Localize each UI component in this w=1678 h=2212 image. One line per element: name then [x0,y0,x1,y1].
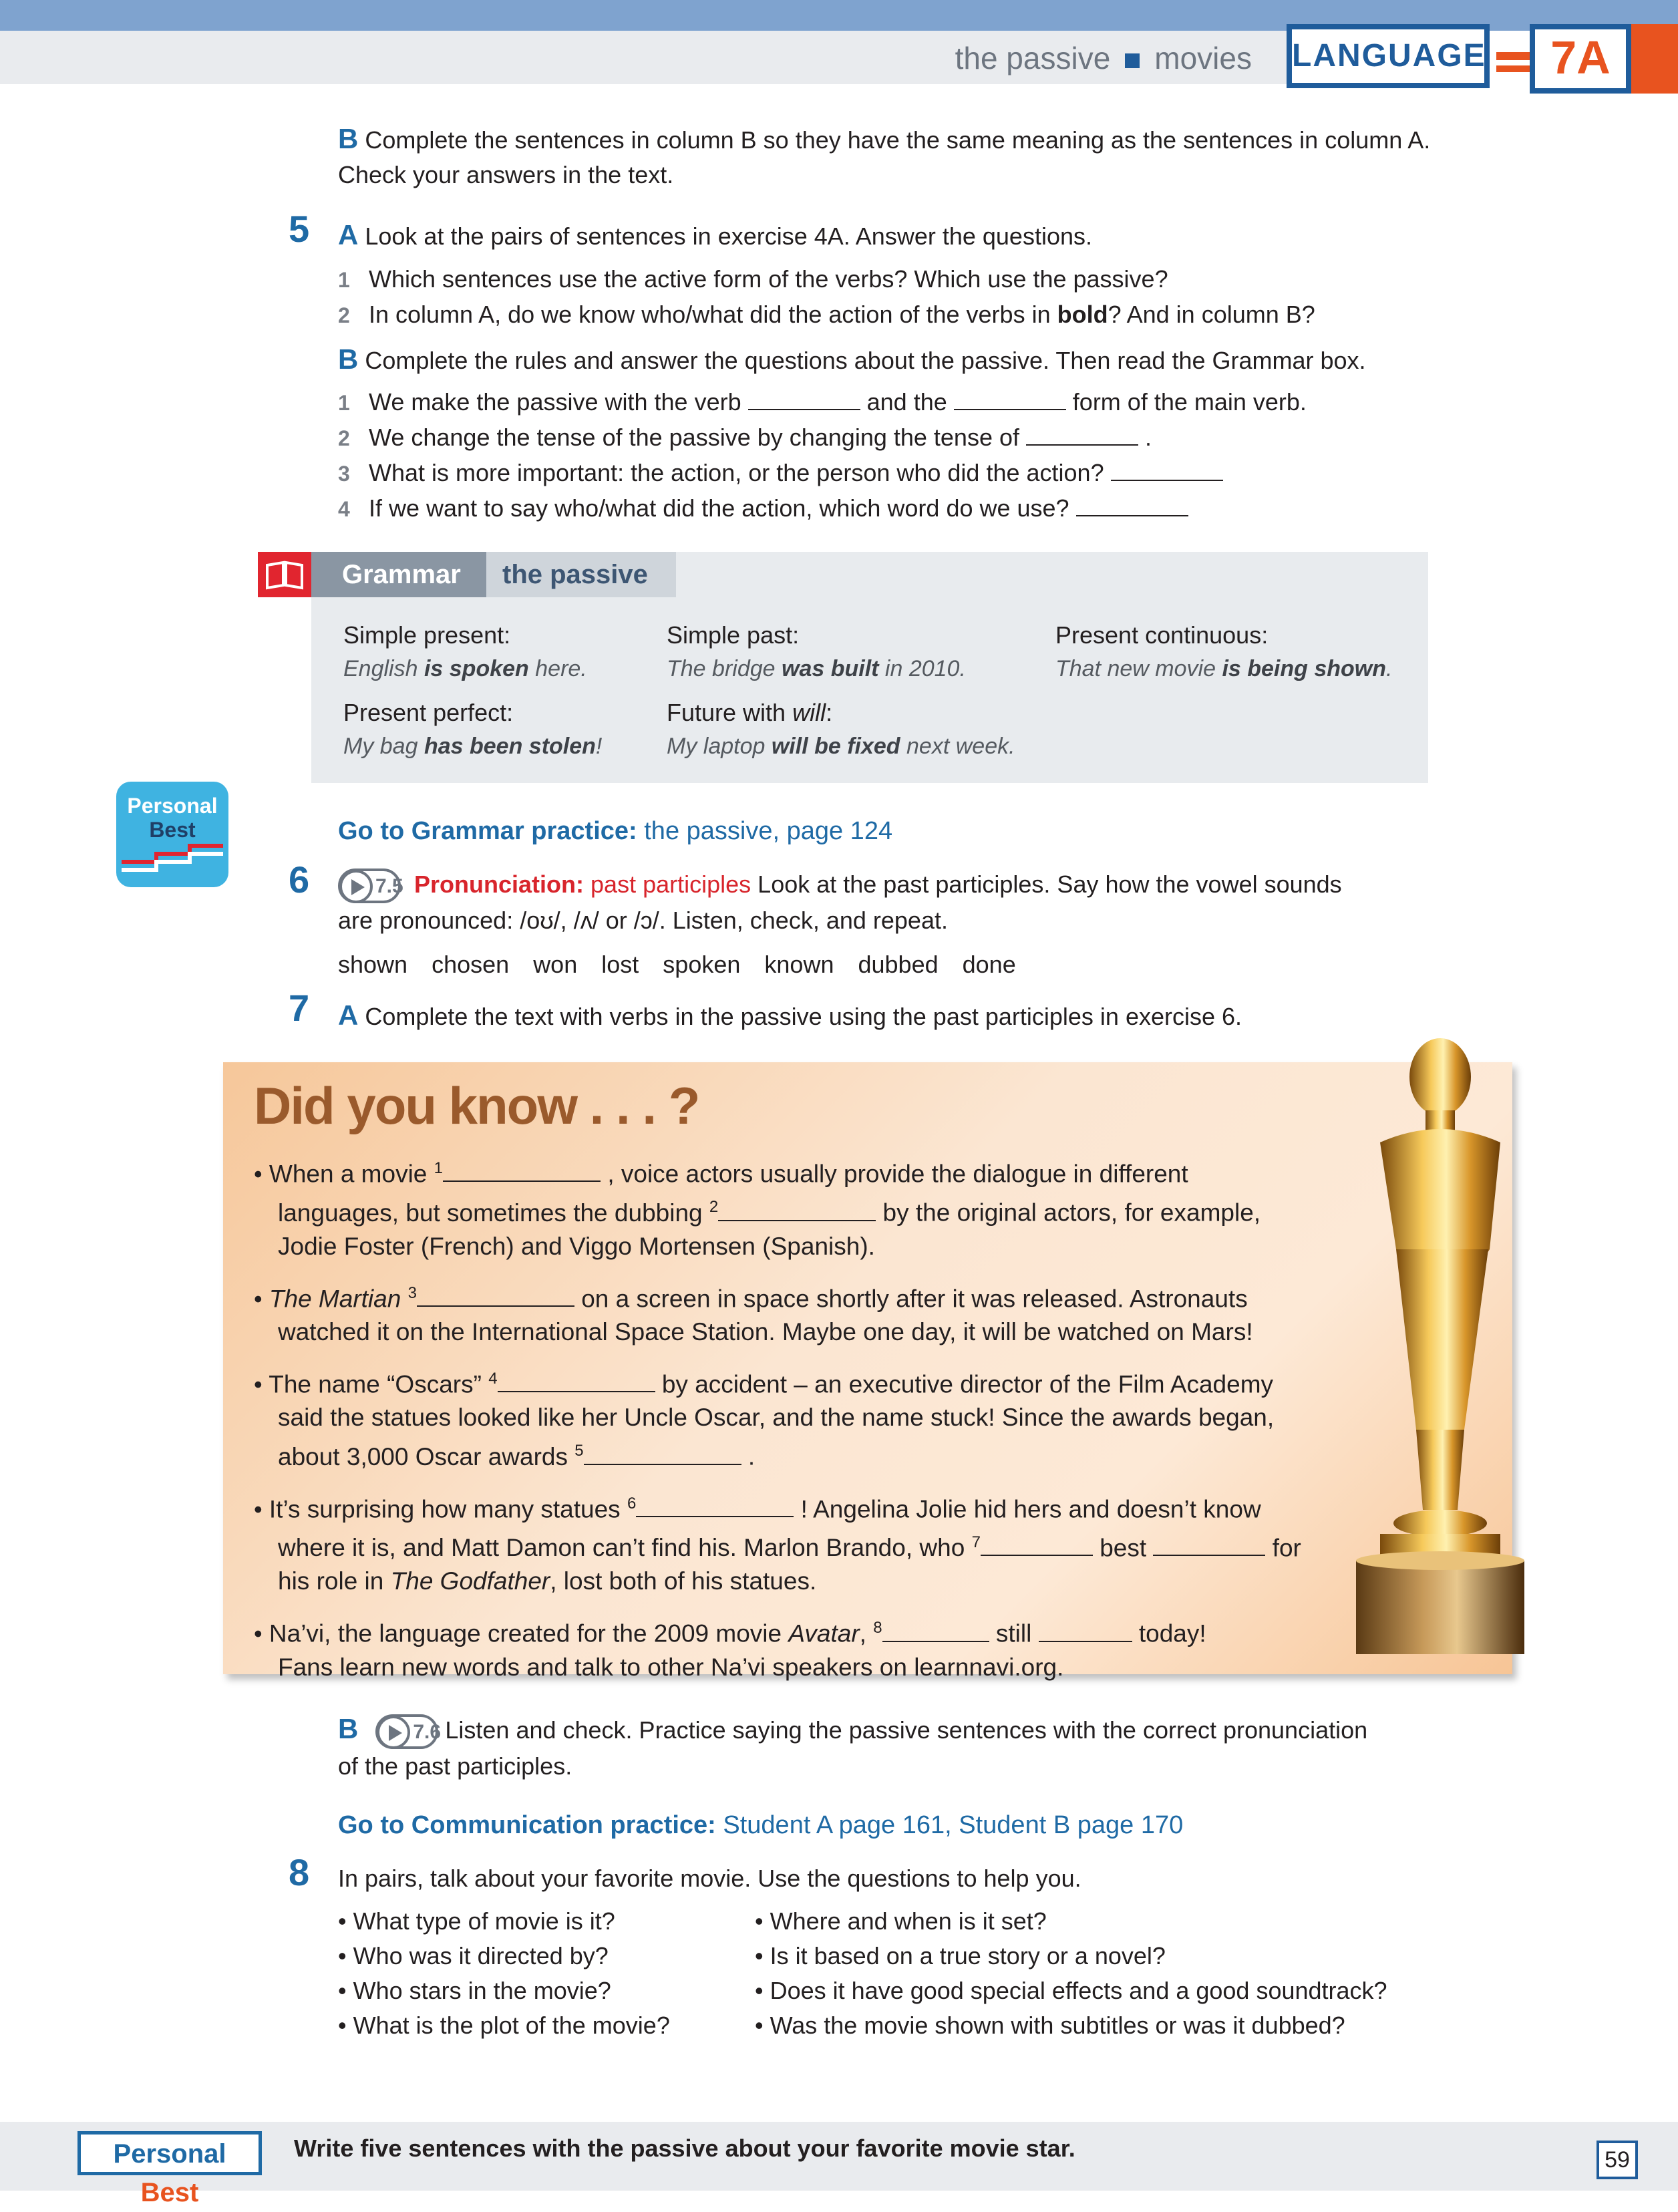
grammar-topic-tab: the passive [486,552,676,597]
audio-track-number: 7.5 [375,875,403,898]
grammar-example [1055,652,1392,685]
footer-personal-best-logo [77,2131,262,2207]
exercise-6 [338,867,1607,938]
grammar-head [667,696,1015,730]
gap-number: 6 [627,1494,637,1513]
list-item [338,491,1607,526]
logo-text: Best [140,2178,199,2207]
logo-text: Personal [113,2139,226,2169]
gap-number: 5 [574,1442,584,1460]
item-text: We make the passive with the verb [369,388,741,416]
example-bold: is being shown [1222,656,1387,681]
item-text: where it is, and Matt Damon can’t find his. Marlon Brando, who [278,1534,972,1562]
answer-blank[interactable] [1076,495,1188,516]
exercise-text: Complete the sentences in column B so they have the same meaning as the sentences in column A. [365,126,1431,154]
exercise-text: Complete the text with verbs in the passive using the past participles in exercise 6. [365,1003,1242,1030]
word: dubbed [858,951,939,978]
item-text: , voice actors usually provide the dialogue in different [607,1160,1188,1188]
bullet-icon: • [254,1619,263,1647]
example-text: next week. [900,734,1015,759]
gap-number: 8 [873,1619,882,1637]
item-text: What type of movie is it? [353,1907,615,1935]
oscar-statue-image [1316,1029,1570,1657]
item-number: 3 [338,462,350,486]
grammar-example [667,652,966,685]
exercise-5a [338,218,1607,254]
bullet-item [254,1611,1363,1684]
exercise-number: 8 [289,1851,310,1893]
grammar-example [343,730,602,763]
play-icon [377,1716,410,1749]
item-text: Which sentences use the active form of the verbs? Which use the passive? [369,265,1168,293]
answer-blank[interactable] [882,1621,989,1642]
grammar-example [667,730,1015,763]
breadcrumb [955,35,1252,82]
example-text: The bridge [667,656,782,681]
pronunciation-label: Pronunciation: [414,871,584,898]
word: known [764,951,834,978]
item-text: Jodie Foster (French) and Viggo Mortensen (Spanish). [278,1232,875,1260]
personal-best-badge [116,782,228,887]
exercise-7b [338,1712,1607,1784]
exercise-letter: A [338,219,359,251]
grammar-head: Simple past: [667,621,800,649]
example-text: here. [528,656,587,681]
list-item: • What type of movie is it? [338,1907,615,1935]
section-label: LANGUAGE [1287,24,1490,88]
audio-track-button[interactable] [375,1714,442,1749]
item-number: 2 [338,303,350,327]
list-item [338,297,1607,333]
answer-blank[interactable] [718,1200,876,1221]
item-text: watched it on the International Space Station. Maybe one day, it will be watched on Mars! [278,1317,1253,1346]
exercise-letter: B [338,343,359,375]
grammar-cell [343,696,602,763]
answer-blank[interactable] [498,1371,655,1392]
item-bold: bold [1057,301,1108,328]
gap-number: 3 [407,1283,417,1302]
badge-line: Best [149,818,196,842]
exercise-number: 5 [289,208,310,250]
bullet-icon: • [254,1370,263,1398]
item-text: . [1145,424,1152,451]
bullet-icon: • [254,1160,263,1188]
exercise-number: 7 [289,987,310,1029]
item-text: his role in [278,1567,391,1595]
grammar-head: Present continuous: [1055,621,1269,649]
play-icon [339,870,373,903]
answer-blank[interactable] [1111,460,1223,481]
grammar-practice [338,814,892,848]
exercise-text: Look at the pairs of sentences in exercise 4A. Answer the questions. [365,222,1092,250]
item-number: 1 [338,268,350,292]
answer-blank[interactable] [748,389,860,410]
bullet-item [254,1487,1363,1599]
bullet-icon: • [254,1494,263,1523]
example-bold: was built [782,656,879,681]
example-bold: will be fixed [771,734,900,759]
item-text: , [859,1619,874,1647]
item-text: Was the movie shown with subtitles or was it dubbed? [770,2012,1345,2039]
bullet-item [254,1362,1363,1474]
example-text: English [343,656,424,681]
item-text: Who stars in the movie? [353,1977,611,2004]
grammar-cell [343,619,587,685]
answer-blank[interactable] [443,1160,601,1182]
item-text: by accident – an executive director of the Film Academy [655,1370,1274,1398]
list-item [338,262,1607,297]
item-number: 1 [338,391,350,415]
breadcrumb-topic1: the passive [955,41,1111,75]
grammar-head: Present perfect: [343,699,514,726]
unit-label: 7A [1530,24,1631,94]
item-number: 2 [338,426,350,450]
word: done [962,951,1016,978]
communication-practice-link[interactable]: Student A page 161, Student B page 170 [723,1811,1184,1839]
list-item: • What is the plot of the movie? [338,2012,670,2039]
page-number: 59 [1597,2141,1638,2179]
item-text: Who was it directed by? [353,1942,609,1969]
breadcrumb-topic2: movies [1154,41,1252,75]
item-text: The name “Oscars” [269,1370,489,1398]
answer-blank[interactable] [417,1285,574,1307]
exercise-number: 6 [289,858,310,901]
grammar-example [343,652,587,685]
word: chosen [432,951,510,978]
communication-practice [338,1808,1183,1843]
answer-blank[interactable] [1153,1535,1265,1556]
example-text: My bag [343,734,424,759]
item-text: Is it based on a true story or a novel? [770,1942,1166,1969]
bullet-item [254,1277,1363,1349]
list-item [338,456,1607,491]
grammar-head: Simple present: [343,621,511,649]
item-text: about 3,000 Oscar awards [278,1442,575,1470]
item-italic: The Martian [269,1284,401,1312]
item-text: ! Angelina Jolie hid hers and doesn’t know [800,1494,1261,1523]
list-item: • Was the movie shown with subtitles or was it dubbed? [755,2012,1345,2039]
item-text: Na’vi, the language created for the 2009 movie [269,1619,789,1647]
word: won [533,951,578,978]
question-list-right [755,1904,1556,2043]
item-text: best [1092,1534,1154,1562]
exercise-text: In pairs, talk about your favorite movie. Use the questions to help you. [338,1865,1081,1892]
gap-number: 2 [709,1198,719,1217]
item-text: In column A, do we know who/what did the action of the verbs in [369,301,1057,328]
item-text: and the [866,388,947,416]
exercise-letter: B [338,123,359,154]
footer-task: Write five sentences with the passive about your favorite movie star. [294,2135,1075,2162]
list-item [338,385,1607,420]
list-item: • Is it based on a true story or a novel? [755,1942,1166,1969]
exercise-8 [338,1861,1607,1896]
item-italic: The Godfather [390,1567,550,1595]
example-text: That new movie [1055,656,1222,681]
item-text: still [989,1619,1039,1647]
item-text: If we want to say who/what did the action, which word do we use? [369,494,1069,522]
exercise-letter: A [338,999,359,1031]
item-text: by the original actors, for example, [882,1199,1261,1227]
example-text: ! [595,734,603,759]
grammar-practice-label: Go to Grammar practice: [338,817,637,845]
word: spoken [663,951,741,978]
exercise-5b [338,342,1607,378]
grammar-cell [1055,619,1392,685]
word: shown [338,951,408,978]
word: lost [601,951,639,978]
exercise-letter: B [338,1713,359,1744]
book-icon [258,552,311,597]
answer-blank[interactable] [981,1535,1093,1556]
item-text: on a screen in space shortly after it was released. Astronauts [574,1284,1248,1312]
item-text: When a movie [269,1160,434,1188]
square-bullet-icon [1125,53,1140,68]
stairs-icon [116,842,228,875]
item-italic: Avatar [788,1619,860,1647]
exercise-5a-items [338,262,1607,333]
item-text: said the statues looked like her Uncle Oscar, and the name stuck! Since the awards began, [278,1404,1275,1432]
item-text: Does it have good special effects and a good soundtrack? [770,1977,1387,2004]
item-text: for [1265,1534,1301,1562]
audio-track-number: 7.6 [413,1721,442,1744]
word-list [338,947,1016,982]
question-list-left [338,1904,752,2043]
item-text: ? And in column B? [1108,301,1315,328]
answer-blank[interactable] [1026,424,1138,446]
pronunciation-topic: past participles [591,871,751,898]
example-text: in 2010. [878,656,966,681]
item-text: languages, but sometimes the dubbing [278,1199,709,1227]
audio-track-button[interactable] [338,868,401,903]
item-text: . [747,1442,756,1470]
answer-blank[interactable] [636,1496,794,1517]
item-text: What is the plot of the movie? [353,2012,670,2039]
item-text: Where and when is it set? [770,1907,1047,1935]
exercise-5b-items [338,385,1607,526]
list-item: • Who stars in the movie? [338,1977,611,2004]
communication-practice-label: Go to Communication practice: [338,1811,716,1839]
gap-number: 1 [434,1159,444,1177]
bullet-item [254,1152,1363,1263]
grammar-cell [667,619,966,685]
item-text: Fans learn new words and talk to other Na’vi speakers on learnnavi.org. [278,1653,1064,1681]
item-number: 4 [338,497,350,521]
did-you-know-text [254,1152,1363,1684]
answer-blank[interactable] [954,389,1066,410]
answer-blank[interactable] [1039,1621,1132,1642]
header-corner [1631,24,1678,94]
exercise-text: Complete the rules and answer the questions about the passive. Then read the Grammar box. [365,347,1366,374]
item-text: , lost both of his statues. [550,1567,817,1595]
example-text: . [1386,656,1393,681]
head-italic: will [792,699,826,726]
list-item [338,420,1607,456]
list-item: • Who was it directed by? [338,1942,609,1969]
exercise-text: are pronounced: /oʊ/, /ʌ/ or /ɔ/. Listen, check, and repeat. [338,907,948,935]
exercise-4b [338,122,1554,192]
head-text: Future with [667,699,793,726]
list-item: • Does it have good special effects and a good soundtrack? [755,1977,1387,2004]
item-text: form of the main verb. [1072,388,1307,416]
exercise-text: Check your answers in the text. [338,161,674,188]
exercise-text: Look at the past participles. Say how the vowel sounds [758,871,1342,898]
gap-number: 7 [971,1533,981,1551]
badge-line: Personal [127,794,218,818]
grammar-tab: Grammar [311,552,486,597]
example-text: My laptop [667,734,772,759]
grammar-practice-link[interactable]: the passive, page 124 [644,817,893,845]
example-bold: is spoken [424,656,529,681]
did-you-know-title: Did you know . . . ? [254,1076,699,1135]
gap-number: 4 [488,1369,498,1388]
exercise-text: of the past participles. [338,1752,572,1780]
list-item: • Where and when is it set? [755,1907,1047,1935]
item-text: What is more important: the action, or the person who did the action? [369,459,1104,486]
head-text: : [826,699,833,726]
answer-blank[interactable] [584,1444,741,1465]
item-text: We change the tense of the passive by changing the tense of [369,424,1020,451]
grammar-cell [667,696,1015,763]
example-bold: has been stolen [424,734,596,759]
item-text: It’s surprising how many statues [269,1494,627,1523]
bullet-icon: • [254,1284,263,1312]
item-text: today! [1132,1619,1206,1647]
exercise-text: Listen and check. Practice saying the passive sentences with the correct pronunciation [445,1716,1368,1744]
